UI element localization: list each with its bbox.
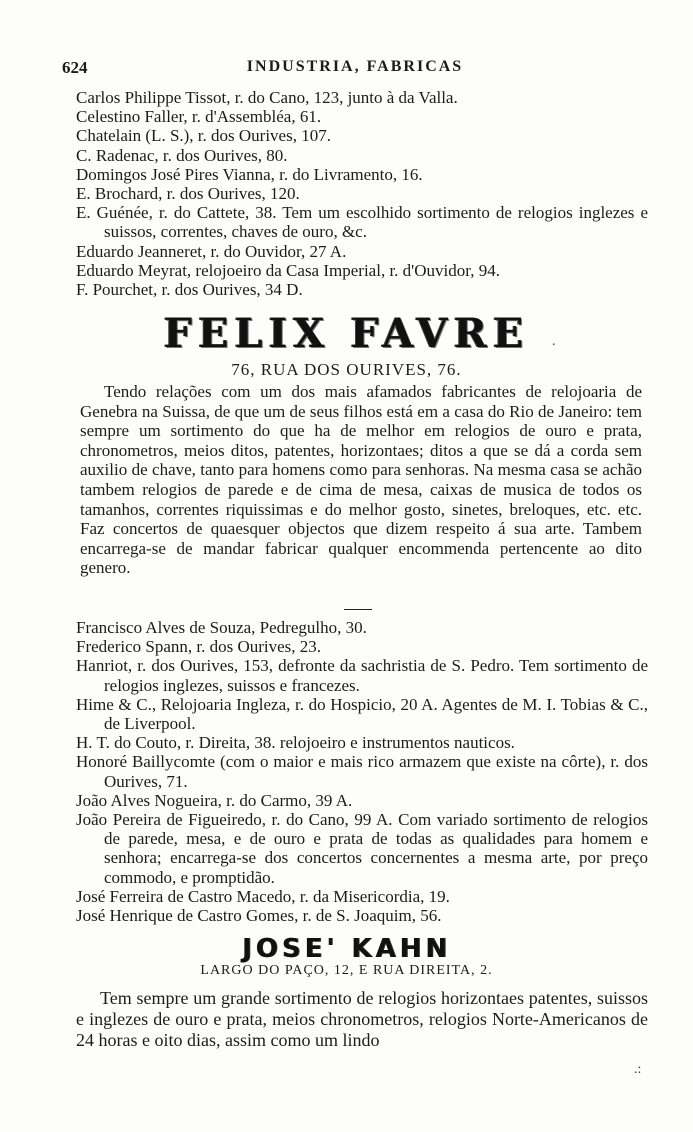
list-item: João Pereira de Figueiredo, r. do Cano, 99 A. Com variado sortimento de relogios de parede, mesa, e de ouro e prata de todas as qualidades para homem e senhora; encarrega-se dos concertos concernentes a mesma arte, por preço commodo, e promptidão. (76, 810, 648, 887)
jose-kahn-address: LARGO DO PAÇO, 12, E RUA DIREITA, 2. (200, 963, 493, 978)
felix-favre-address: 76, RUA DOS OURIVES, 76. (231, 360, 462, 379)
page-number: 624 (62, 58, 88, 77)
list-item: C. Radenac, r. dos Ourives, 80. (76, 145, 288, 165)
list-item: Celestino Faller, r. d'Assembléa, 61. (76, 107, 322, 127)
page-header (62, 58, 648, 80)
list-item: João Alves Nogueira, r. do Carmo, 39 A. (76, 790, 353, 810)
list-item: Carlos Philippe Tissot, r. do Cano, 123, junto à da Valla. (76, 88, 458, 107)
jose-kahn-title: JOSE' KAHN (241, 934, 452, 964)
list-item: H. T. do Couto, r. Direita, 38. relojoeiro e instrumentos nauticos. (76, 733, 515, 753)
list-item: Eduardo Meyrat, relojoeiro da Casa Imperial, r. d'Ouvidor, 94. (76, 260, 500, 280)
list-item: E. Brochard, r. dos Ourives, 120. (76, 184, 300, 204)
list-item: Hime & C., Relojoaria Ingleza, r. do Hospicio, 20 A. Agentes de M. I. Tobias & C., de Liverpool. (76, 694, 648, 734)
list-item: José Ferreira de Castro Macedo, r. da Misericordia, 19. (76, 886, 450, 906)
list-item: Hanriot, r. dos Ourives, 153, defronte da sachristia de S. Pedro. Tem sortimento de relogios inglezes, suissos e francezes. (76, 656, 648, 695)
list-item: Frederico Spann, r. dos Ourives, 23. (76, 637, 322, 657)
list-item: José Henrique de Castro Gomes, r. de S. Joaquim, 56. (76, 906, 442, 926)
list-item: Eduardo Jeanneret, r. do Ouvidor, 27 A. (76, 241, 347, 261)
running-head: INDUSTRIA, FABRICAS (246, 58, 464, 75)
list-item: F. Pourchet, r. dos Ourives, 34 D. (76, 280, 303, 300)
ornament-dot: . (552, 334, 556, 349)
felix-favre-title: FELIX FAVRE (163, 310, 530, 357)
section-divider (344, 609, 372, 610)
entries-bottom (76, 618, 648, 925)
jose-kahn-advert-text: Tem sempre um grande sortimento de relogios horizontaes patentes, suissos e inglezes de ouro e prata, meios chronometros, relogios Norte-Americanos de 24 horas e oito dias, assim como um lindo (76, 988, 648, 1050)
jose-kahn-banner (0, 934, 693, 964)
ornament-dot: .: (634, 1062, 642, 1077)
felix-favre-banner (0, 310, 693, 356)
list-item: Honoré Baillycomte (com o maior e mais rico armazem que existe na côrte), r. dos Ourives, 71. (76, 752, 648, 791)
list-item: Chatelain (L. S.), r. dos Ourives, 107. (76, 126, 331, 146)
list-item: Francisco Alves de Souza, Pedregulho, 30. (76, 618, 367, 637)
list-item: Domingos José Pires Vianna, r. do Livramento, 16. (76, 164, 423, 184)
list-item: E. Guénée, r. do Cattete, 38. Tem um escolhido sortimento de relogios inglezes e suissos, correntes, chaves de ouro, &c. (76, 203, 648, 242)
entries-top (76, 88, 648, 299)
felix-favre-advert-text: Tendo relações com um dos mais afamados fabricantes de relojoaria de Genebra na Suissa, de que um de seus filhos está em a casa do Rio de Janeiro: tem sempre um sortimento do que ha de melhor em relogios de ouro e prata, chronometros, meios ditos, patentes, horizontaes; ditos a que se dá a corda sem auxilio de chave, tanto para homens como para senhoras. Na mesma casa se achão tambem relogios de parede e de cima de mesa, caixas de musica de todos os tamanhos, correntes riquissimas e do melhor gosto, sinetes, breloques, etc. etc. Faz concertos de quaesquer objectos que dizem respeito á sua arte. Tambem encarrega-se de mandar fabricar qualquer encommenda pertencente ao dito genero. (80, 382, 642, 578)
